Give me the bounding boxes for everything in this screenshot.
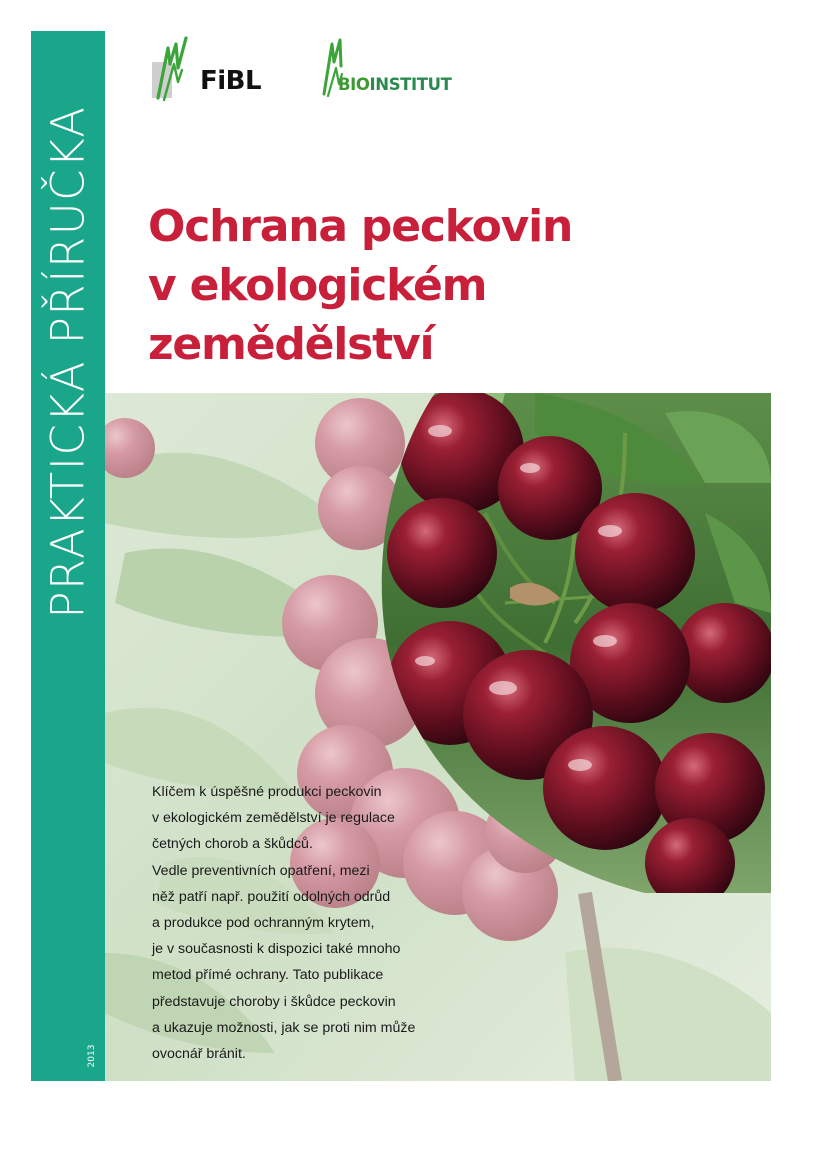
intro-line: Klíčem k úspěšné produkci peckovin (152, 784, 382, 800)
intro-line: Vedle preventivních opatření, mezi (152, 862, 370, 879)
intro-line: a ukazuje možnosti, jak se proti nim může (152, 1019, 416, 1036)
bioinstitut-logo-bio: BIO (338, 75, 370, 94)
intro-line: představuje choroby i škůdce peckovin (152, 993, 396, 1010)
page-title (148, 197, 572, 374)
intro-text (152, 779, 472, 1067)
title-line: zemědělství (148, 319, 434, 370)
intro-line: ovocnář bránit. (152, 1046, 246, 1063)
fibl-logo-text: FiBL (200, 66, 262, 96)
intro-line: četných chorob a škůdců. (152, 836, 313, 853)
publication-year: 2013 (87, 1044, 97, 1068)
intro-line: je v současnosti k dispozici také mnoho (152, 941, 401, 958)
intro-line: něž patří např. použití odolných odrůd (152, 888, 391, 905)
series-title: PRAKTICKÁ PŘÍRUČKA (41, 105, 95, 619)
bioinstitut-logo-text (338, 75, 451, 94)
intro-line: a produkce pod ochranným krytem, (152, 915, 375, 932)
title-line: v ekologickém (148, 260, 487, 311)
intro-line: metod přímé ochrany. Tato publikace (152, 967, 384, 984)
bioinstitut-logo-institut: INSTITUT (369, 75, 452, 94)
title-line: Ochrana peckovin (148, 201, 573, 252)
intro-line: v ekologickém zemědělství je regulace (152, 810, 395, 827)
